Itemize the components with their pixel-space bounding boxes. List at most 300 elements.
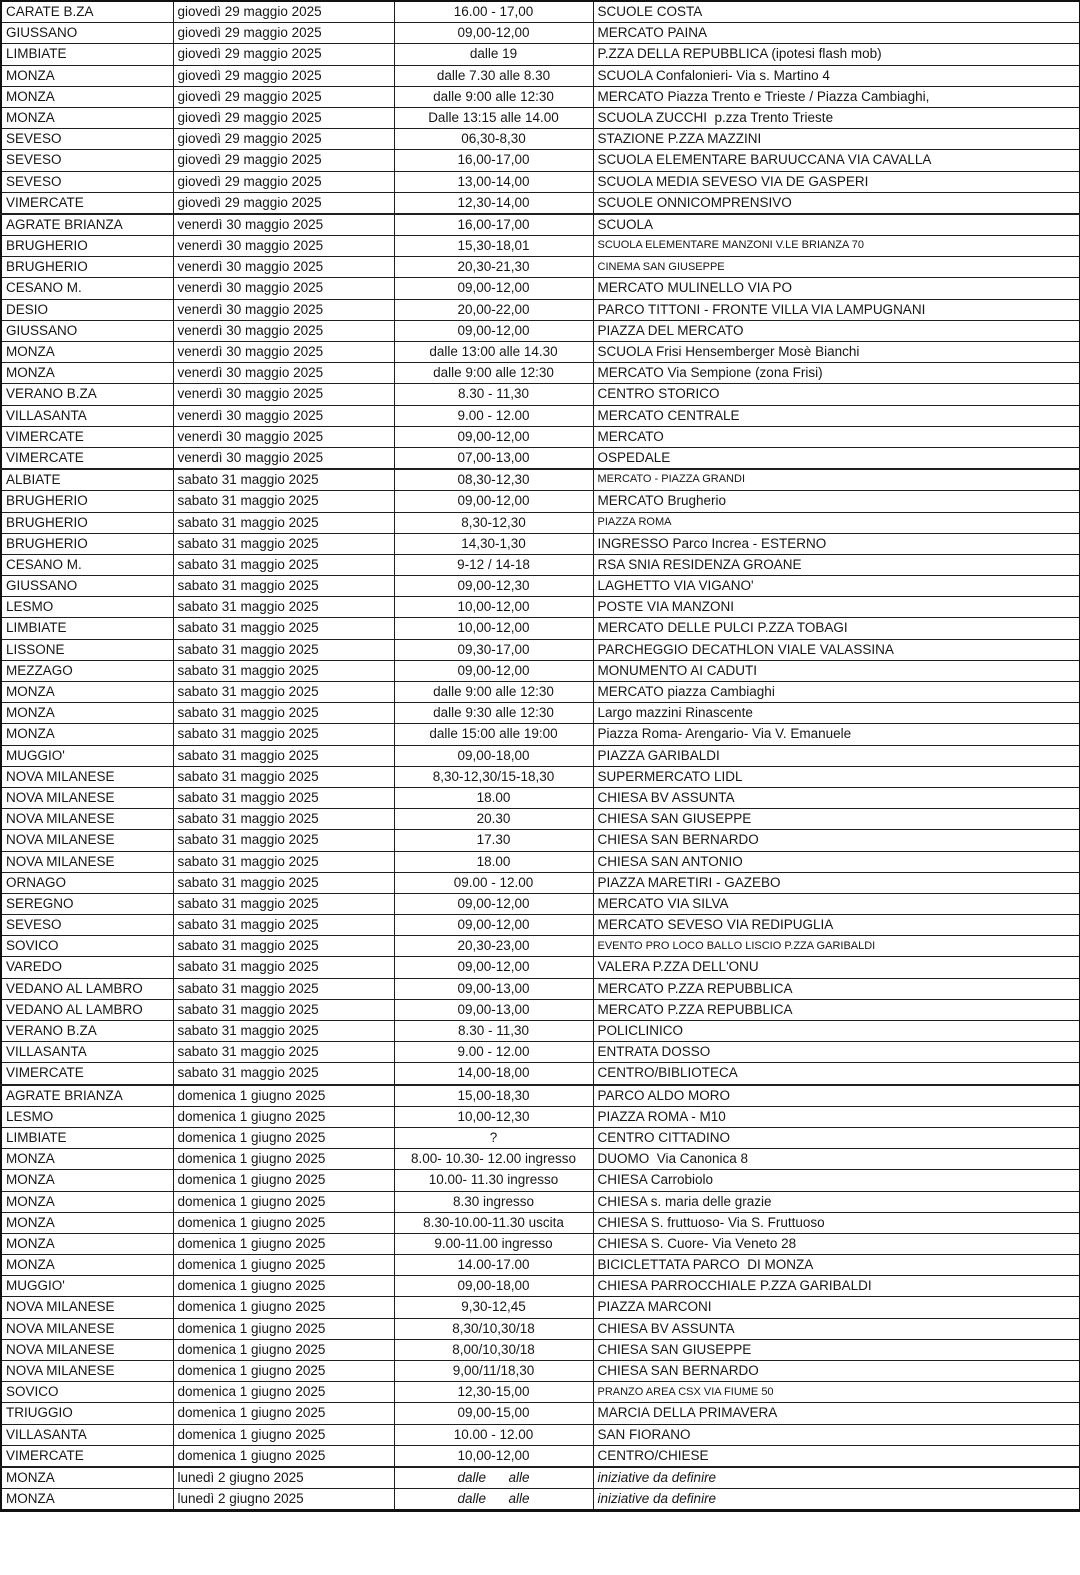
time-cell: 09,00-15,00 xyxy=(394,1403,593,1424)
city-cell: VIMERCATE xyxy=(1,447,173,469)
table-row xyxy=(1,745,1080,766)
date-cell: sabato 31 maggio 2025 xyxy=(173,915,394,936)
city-cell: ALBIATE xyxy=(1,469,173,491)
date-cell: domenica 1 giugno 2025 xyxy=(173,1361,394,1382)
table-row xyxy=(1,236,1080,257)
city-cell: SEVESO xyxy=(1,150,173,171)
date-cell: sabato 31 maggio 2025 xyxy=(173,682,394,703)
time-cell: 09,00-12,00 xyxy=(394,23,593,44)
table-row xyxy=(1,447,1080,469)
table-row xyxy=(1,469,1080,491)
location-cell: MERCATO VIA SILVA xyxy=(593,893,1080,914)
time-cell: 08,30-12,30 xyxy=(394,469,593,491)
city-cell: AGRATE BRIANZA xyxy=(1,1085,173,1107)
table-row xyxy=(1,65,1080,86)
date-cell: domenica 1 giugno 2025 xyxy=(173,1191,394,1212)
date-cell: giovedì 29 maggio 2025 xyxy=(173,107,394,128)
city-cell: BRUGHERIO xyxy=(1,512,173,533)
date-cell: giovedì 29 maggio 2025 xyxy=(173,65,394,86)
table-row xyxy=(1,150,1080,171)
location-cell: MERCATO DELLE PULCI P.ZZA TOBAGI xyxy=(593,618,1080,639)
city-cell: VILLASANTA xyxy=(1,1042,173,1063)
time-cell: 8.30 ingresso xyxy=(394,1191,593,1212)
table-row xyxy=(1,787,1080,808)
table-row xyxy=(1,660,1080,681)
city-cell: SOVICO xyxy=(1,936,173,957)
city-cell: MONZA xyxy=(1,682,173,703)
location-cell: SCUOLE ONNICOMPRENSIVO xyxy=(593,192,1080,214)
table-row xyxy=(1,724,1080,745)
city-cell: VIMERCATE xyxy=(1,426,173,447)
city-cell: GIUSSANO xyxy=(1,576,173,597)
date-cell: domenica 1 giugno 2025 xyxy=(173,1149,394,1170)
time-cell: 09,00-12,00 xyxy=(394,278,593,299)
city-cell: SEVESO xyxy=(1,171,173,192)
city-cell: NOVA MILANESE xyxy=(1,851,173,872)
table-row xyxy=(1,809,1080,830)
time-cell: 10.00- 11.30 ingresso xyxy=(394,1170,593,1191)
date-cell: venerdì 30 maggio 2025 xyxy=(173,214,394,236)
location-cell: STAZIONE P.ZZA MAZZINI xyxy=(593,129,1080,150)
city-cell: VILLASANTA xyxy=(1,1424,173,1445)
time-cell: 09,00-13,00 xyxy=(394,999,593,1020)
location-cell: CHIESA Carrobiolo xyxy=(593,1170,1080,1191)
location-cell: DUOMO Via Canonica 8 xyxy=(593,1149,1080,1170)
table-row xyxy=(1,533,1080,554)
location-cell: SAN FIORANO xyxy=(593,1424,1080,1445)
city-cell: SEREGNO xyxy=(1,893,173,914)
table-row xyxy=(1,1255,1080,1276)
city-cell: MONZA xyxy=(1,1212,173,1233)
location-cell: CENTRO/CHIESE xyxy=(593,1445,1080,1467)
date-cell: venerdì 30 maggio 2025 xyxy=(173,236,394,257)
time-cell: 09,00-12,00 xyxy=(394,426,593,447)
time-cell: 09,00-12,00 xyxy=(394,893,593,914)
table-row xyxy=(1,23,1080,44)
time-cell: 15,00-18,30 xyxy=(394,1085,593,1107)
city-cell: LISSONE xyxy=(1,639,173,660)
city-cell: MUGGIO' xyxy=(1,745,173,766)
date-cell: sabato 31 maggio 2025 xyxy=(173,554,394,575)
date-cell: giovedì 29 maggio 2025 xyxy=(173,150,394,171)
table-row xyxy=(1,363,1080,384)
city-cell: ORNAGO xyxy=(1,872,173,893)
table-row xyxy=(1,851,1080,872)
city-cell: DESIO xyxy=(1,299,173,320)
location-cell: EVENTO PRO LOCO BALLO LISCIO P.ZZA GARIBALDI xyxy=(593,936,1080,957)
location-cell: SCUOLA Confalonieri- Via s. Martino 4 xyxy=(593,65,1080,86)
table-row xyxy=(1,1445,1080,1467)
table-row xyxy=(1,576,1080,597)
table-row xyxy=(1,107,1080,128)
city-cell: NOVA MILANESE xyxy=(1,1318,173,1339)
time-cell: 09.00 - 12.00 xyxy=(394,872,593,893)
location-cell: SUPERMERCATO LIDL xyxy=(593,766,1080,787)
location-cell: SCUOLA MEDIA SEVESO VIA DE GASPERI xyxy=(593,171,1080,192)
location-cell: PIAZZA ROMA - M10 xyxy=(593,1106,1080,1127)
time-cell: ? xyxy=(394,1127,593,1148)
location-cell: MERCATO SEVESO VIA REDIPUGLIA xyxy=(593,915,1080,936)
date-cell: venerdì 30 maggio 2025 xyxy=(173,426,394,447)
table-row xyxy=(1,1191,1080,1212)
table-row xyxy=(1,554,1080,575)
date-cell: sabato 31 maggio 2025 xyxy=(173,618,394,639)
time-cell: 10,00-12,00 xyxy=(394,618,593,639)
date-cell: sabato 31 maggio 2025 xyxy=(173,597,394,618)
time-cell: 8,30/10,30/18 xyxy=(394,1318,593,1339)
location-cell: CHIESA S. fruttuoso- Via S. Fruttuoso xyxy=(593,1212,1080,1233)
time-cell: 09,00-12,00 xyxy=(394,320,593,341)
city-cell: GIUSSANO xyxy=(1,320,173,341)
table-row xyxy=(1,342,1080,363)
date-cell: venerdì 30 maggio 2025 xyxy=(173,363,394,384)
date-cell: sabato 31 maggio 2025 xyxy=(173,893,394,914)
date-cell: venerdì 30 maggio 2025 xyxy=(173,320,394,341)
city-cell: VILLASANTA xyxy=(1,405,173,426)
location-cell: MERCATO P.ZZA REPUBBLICA xyxy=(593,978,1080,999)
location-cell: CINEMA SAN GIUSEPPE xyxy=(593,257,1080,278)
table-row xyxy=(1,44,1080,65)
time-cell: 20.30 xyxy=(394,809,593,830)
date-cell: sabato 31 maggio 2025 xyxy=(173,491,394,512)
time-cell: 09,00-13,00 xyxy=(394,978,593,999)
table-row xyxy=(1,893,1080,914)
table-row xyxy=(1,299,1080,320)
table-row xyxy=(1,214,1080,236)
time-cell: 9.00 - 12.00 xyxy=(394,405,593,426)
city-cell: MONZA xyxy=(1,363,173,384)
city-cell: MONZA xyxy=(1,1255,173,1276)
date-cell: domenica 1 giugno 2025 xyxy=(173,1382,394,1403)
time-cell: 06,30-8,30 xyxy=(394,129,593,150)
location-cell: Piazza Roma- Arengario- Via V. Emanuele xyxy=(593,724,1080,745)
time-cell: 8,30-12,30 xyxy=(394,512,593,533)
city-cell: MONZA xyxy=(1,703,173,724)
date-cell: sabato 31 maggio 2025 xyxy=(173,639,394,660)
time-cell: 9.00-11.00 ingresso xyxy=(394,1233,593,1254)
location-cell: OSPEDALE xyxy=(593,447,1080,469)
time-cell: 09,00-12,00 xyxy=(394,660,593,681)
table-row xyxy=(1,703,1080,724)
table-row xyxy=(1,257,1080,278)
location-cell: iniziative da definire xyxy=(593,1489,1080,1511)
city-cell: BRUGHERIO xyxy=(1,236,173,257)
date-cell: giovedì 29 maggio 2025 xyxy=(173,129,394,150)
time-cell: 16,00-17,00 xyxy=(394,214,593,236)
time-cell: 8,30-12,30/15-18,30 xyxy=(394,766,593,787)
time-cell: 8.00- 10.30- 12.00 ingresso xyxy=(394,1149,593,1170)
location-cell: SCUOLA Frisi Hensemberger Mosè Bianchi xyxy=(593,342,1080,363)
city-cell: VERANO B.ZA xyxy=(1,384,173,405)
table-row xyxy=(1,86,1080,107)
date-cell: sabato 31 maggio 2025 xyxy=(173,936,394,957)
table-row xyxy=(1,597,1080,618)
date-cell: giovedì 29 maggio 2025 xyxy=(173,86,394,107)
time-cell: 09,00-18,00 xyxy=(394,745,593,766)
table-row xyxy=(1,1233,1080,1254)
date-cell: venerdì 30 maggio 2025 xyxy=(173,447,394,469)
date-cell: domenica 1 giugno 2025 xyxy=(173,1276,394,1297)
city-cell: VIMERCATE xyxy=(1,1445,173,1467)
city-cell: NOVA MILANESE xyxy=(1,830,173,851)
city-cell: GIUSSANO xyxy=(1,23,173,44)
time-cell: 14.00-17.00 xyxy=(394,1255,593,1276)
date-cell: domenica 1 giugno 2025 xyxy=(173,1233,394,1254)
city-cell: VEDANO AL LAMBRO xyxy=(1,978,173,999)
location-cell: CHIESA SAN ANTONIO xyxy=(593,851,1080,872)
city-cell: CESANO M. xyxy=(1,278,173,299)
city-cell: MONZA xyxy=(1,342,173,363)
location-cell: POSTE VIA MANZONI xyxy=(593,597,1080,618)
location-cell: PIAZZA GARIBALDI xyxy=(593,745,1080,766)
date-cell: domenica 1 giugno 2025 xyxy=(173,1339,394,1360)
date-cell: sabato 31 maggio 2025 xyxy=(173,724,394,745)
time-cell: 14,00-18,00 xyxy=(394,1063,593,1085)
date-cell: domenica 1 giugno 2025 xyxy=(173,1106,394,1127)
date-cell: domenica 1 giugno 2025 xyxy=(173,1085,394,1107)
location-cell: POLICLINICO xyxy=(593,1021,1080,1042)
time-cell: 09,30-17,00 xyxy=(394,639,593,660)
location-cell: PRANZO AREA CSX VIA FIUME 50 xyxy=(593,1382,1080,1403)
city-cell: MONZA xyxy=(1,107,173,128)
city-cell: NOVA MILANESE xyxy=(1,1339,173,1360)
date-cell: domenica 1 giugno 2025 xyxy=(173,1212,394,1233)
time-cell: dalle 9:00 alle 12:30 xyxy=(394,86,593,107)
table-row xyxy=(1,1403,1080,1424)
date-cell: sabato 31 maggio 2025 xyxy=(173,1063,394,1085)
location-cell: CENTRO STORICO xyxy=(593,384,1080,405)
date-cell: sabato 31 maggio 2025 xyxy=(173,999,394,1020)
table-row xyxy=(1,1106,1080,1127)
date-cell: domenica 1 giugno 2025 xyxy=(173,1424,394,1445)
date-cell: sabato 31 maggio 2025 xyxy=(173,978,394,999)
location-cell: BICICLETTATA PARCO DI MONZA xyxy=(593,1255,1080,1276)
table-row xyxy=(1,936,1080,957)
table-row xyxy=(1,1042,1080,1063)
city-cell: VERANO B.ZA xyxy=(1,1021,173,1042)
table-row xyxy=(1,618,1080,639)
time-cell: dalle alle xyxy=(394,1467,593,1489)
time-cell: 18.00 xyxy=(394,787,593,808)
date-cell: sabato 31 maggio 2025 xyxy=(173,745,394,766)
table-row xyxy=(1,1318,1080,1339)
time-cell: 09,00-12,30 xyxy=(394,576,593,597)
city-cell: MONZA xyxy=(1,1467,173,1489)
time-cell: 10,00-12,00 xyxy=(394,1445,593,1467)
table-row xyxy=(1,1467,1080,1489)
location-cell: SCUOLA xyxy=(593,214,1080,236)
table-row xyxy=(1,915,1080,936)
time-cell: dalle 13:00 alle 14.30 xyxy=(394,342,593,363)
date-cell: giovedì 29 maggio 2025 xyxy=(173,192,394,214)
date-cell: sabato 31 maggio 2025 xyxy=(173,703,394,724)
location-cell: MERCATO CENTRALE xyxy=(593,405,1080,426)
time-cell: 8.30 - 11,30 xyxy=(394,384,593,405)
time-cell: 8,00/10,30/18 xyxy=(394,1339,593,1360)
city-cell: LIMBIATE xyxy=(1,1127,173,1148)
time-cell: 10,00-12,30 xyxy=(394,1106,593,1127)
date-cell: sabato 31 maggio 2025 xyxy=(173,1021,394,1042)
location-cell: CHIESA PARROCCHIALE P.ZZA GARIBALDI xyxy=(593,1276,1080,1297)
date-cell: domenica 1 giugno 2025 xyxy=(173,1403,394,1424)
city-cell: AGRATE BRIANZA xyxy=(1,214,173,236)
location-cell: PIAZZA DEL MERCATO xyxy=(593,320,1080,341)
date-cell: sabato 31 maggio 2025 xyxy=(173,809,394,830)
table-row xyxy=(1,1127,1080,1148)
location-cell: MERCATO Piazza Trento e Trieste / Piazza Cambiaghi, xyxy=(593,86,1080,107)
time-cell: 9-12 / 14-18 xyxy=(394,554,593,575)
location-cell: PIAZZA MARCONI xyxy=(593,1297,1080,1318)
location-cell: MERCATO piazza Cambiaghi xyxy=(593,682,1080,703)
date-cell: giovedì 29 maggio 2025 xyxy=(173,1,394,23)
location-cell: CENTRO CITTADINO xyxy=(593,1127,1080,1148)
location-cell: VALERA P.ZZA DELL'ONU xyxy=(593,957,1080,978)
city-cell: NOVA MILANESE xyxy=(1,809,173,830)
city-cell: MONZA xyxy=(1,724,173,745)
table-row xyxy=(1,491,1080,512)
time-cell: 9.00 - 12.00 xyxy=(394,1042,593,1063)
table-row xyxy=(1,1361,1080,1382)
city-cell: VEDANO AL LAMBRO xyxy=(1,999,173,1020)
city-cell: SOVICO xyxy=(1,1382,173,1403)
date-cell: sabato 31 maggio 2025 xyxy=(173,957,394,978)
time-cell: 14,30-1,30 xyxy=(394,533,593,554)
location-cell: CHIESA SAN GIUSEPPE xyxy=(593,1339,1080,1360)
table-row xyxy=(1,1149,1080,1170)
location-cell: CHIESA SAN BERNARDO xyxy=(593,830,1080,851)
date-cell: domenica 1 giugno 2025 xyxy=(173,1445,394,1467)
location-cell: MERCATO Via Sempione (zona Frisi) xyxy=(593,363,1080,384)
city-cell: MUGGIO' xyxy=(1,1276,173,1297)
table-row xyxy=(1,639,1080,660)
city-cell: VIMERCATE xyxy=(1,1063,173,1085)
table-row xyxy=(1,192,1080,214)
time-cell: dalle 9:00 alle 12:30 xyxy=(394,682,593,703)
city-cell: BRUGHERIO xyxy=(1,257,173,278)
city-cell: MONZA xyxy=(1,65,173,86)
table-row xyxy=(1,426,1080,447)
date-cell: lunedì 2 giugno 2025 xyxy=(173,1467,394,1489)
location-cell: CHIESA s. maria delle grazie xyxy=(593,1191,1080,1212)
city-cell: CARATE B.ZA xyxy=(1,1,173,23)
date-cell: domenica 1 giugno 2025 xyxy=(173,1127,394,1148)
time-cell: 13,00-14,00 xyxy=(394,171,593,192)
date-cell: giovedì 29 maggio 2025 xyxy=(173,23,394,44)
table-row xyxy=(1,1489,1080,1511)
city-cell: MONZA xyxy=(1,1170,173,1191)
table-row xyxy=(1,1063,1080,1085)
table-row xyxy=(1,1212,1080,1233)
time-cell: 10.00 - 12.00 xyxy=(394,1424,593,1445)
time-cell: 07,00-13,00 xyxy=(394,447,593,469)
time-cell: 09,00-18,00 xyxy=(394,1276,593,1297)
location-cell: MARCIA DELLA PRIMAVERA xyxy=(593,1403,1080,1424)
time-cell: 16,00-17,00 xyxy=(394,150,593,171)
city-cell: MONZA xyxy=(1,1191,173,1212)
location-cell: MERCATO Brugherio xyxy=(593,491,1080,512)
location-cell: INGRESSO Parco Increa - ESTERNO xyxy=(593,533,1080,554)
table-row xyxy=(1,978,1080,999)
location-cell: MONUMENTO AI CADUTI xyxy=(593,660,1080,681)
time-cell: 8.30-10.00-11.30 uscita xyxy=(394,1212,593,1233)
date-cell: domenica 1 giugno 2025 xyxy=(173,1297,394,1318)
date-cell: sabato 31 maggio 2025 xyxy=(173,533,394,554)
table-row xyxy=(1,278,1080,299)
time-cell: 8.30 - 11,30 xyxy=(394,1021,593,1042)
location-cell: MERCATO xyxy=(593,426,1080,447)
time-cell: Dalle 13:15 alle 14.00 xyxy=(394,107,593,128)
time-cell: 12,30-14,00 xyxy=(394,192,593,214)
location-cell: CHIESA S. Cuore- Via Veneto 28 xyxy=(593,1233,1080,1254)
time-cell: 9,30-12,45 xyxy=(394,1297,593,1318)
table-row xyxy=(1,999,1080,1020)
location-cell: PARCO ALDO MORO xyxy=(593,1085,1080,1107)
date-cell: sabato 31 maggio 2025 xyxy=(173,576,394,597)
location-cell: CHIESA BV ASSUNTA xyxy=(593,1318,1080,1339)
city-cell: CESANO M. xyxy=(1,554,173,575)
location-cell: MERCATO - PIAZZA GRANDI xyxy=(593,469,1080,491)
table-row xyxy=(1,512,1080,533)
date-cell: domenica 1 giugno 2025 xyxy=(173,1170,394,1191)
city-cell: MONZA xyxy=(1,86,173,107)
time-cell: 17.30 xyxy=(394,830,593,851)
city-cell: MONZA xyxy=(1,1149,173,1170)
date-cell: sabato 31 maggio 2025 xyxy=(173,872,394,893)
city-cell: LIMBIATE xyxy=(1,44,173,65)
city-cell: MONZA xyxy=(1,1489,173,1511)
location-cell: SCUOLA ELEMENTARE BARUUCCANA VIA CAVALLA xyxy=(593,150,1080,171)
table-row xyxy=(1,1085,1080,1107)
table-row xyxy=(1,129,1080,150)
time-cell: dalle alle xyxy=(394,1489,593,1511)
date-cell: sabato 31 maggio 2025 xyxy=(173,851,394,872)
location-cell: RSA SNIA RESIDENZA GROANE xyxy=(593,554,1080,575)
table-row xyxy=(1,1297,1080,1318)
date-cell: venerdì 30 maggio 2025 xyxy=(173,278,394,299)
city-cell: SEVESO xyxy=(1,129,173,150)
table-row xyxy=(1,384,1080,405)
time-cell: 20,00-22,00 xyxy=(394,299,593,320)
table-row xyxy=(1,171,1080,192)
date-cell: venerdì 30 maggio 2025 xyxy=(173,384,394,405)
table-row xyxy=(1,1,1080,23)
events-table-body xyxy=(1,1,1080,1511)
time-cell: dalle 15:00 alle 19:00 xyxy=(394,724,593,745)
time-cell: 20,30-23,00 xyxy=(394,936,593,957)
date-cell: sabato 31 maggio 2025 xyxy=(173,830,394,851)
location-cell: MERCATO P.ZZA REPUBBLICA xyxy=(593,999,1080,1020)
date-cell: sabato 31 maggio 2025 xyxy=(173,660,394,681)
time-cell: 09,00-12,00 xyxy=(394,957,593,978)
time-cell: 16.00 - 17,00 xyxy=(394,1,593,23)
city-cell: NOVA MILANESE xyxy=(1,787,173,808)
time-cell: dalle 7.30 alle 8.30 xyxy=(394,65,593,86)
location-cell: PARCHEGGIO DECATHLON VIALE VALASSINA xyxy=(593,639,1080,660)
date-cell: giovedì 29 maggio 2025 xyxy=(173,44,394,65)
location-cell: PARCO TITTONI - FRONTE VILLA VIA LAMPUGNANI xyxy=(593,299,1080,320)
table-row xyxy=(1,405,1080,426)
date-cell: domenica 1 giugno 2025 xyxy=(173,1255,394,1276)
time-cell: dalle 9:30 alle 12:30 xyxy=(394,703,593,724)
table-row xyxy=(1,1021,1080,1042)
location-cell: PIAZZA ROMA xyxy=(593,512,1080,533)
city-cell: VAREDO xyxy=(1,957,173,978)
date-cell: sabato 31 maggio 2025 xyxy=(173,766,394,787)
time-cell: 12,30-15,00 xyxy=(394,1382,593,1403)
date-cell: sabato 31 maggio 2025 xyxy=(173,512,394,533)
time-cell: 09,00-12,00 xyxy=(394,491,593,512)
date-cell: venerdì 30 maggio 2025 xyxy=(173,299,394,320)
